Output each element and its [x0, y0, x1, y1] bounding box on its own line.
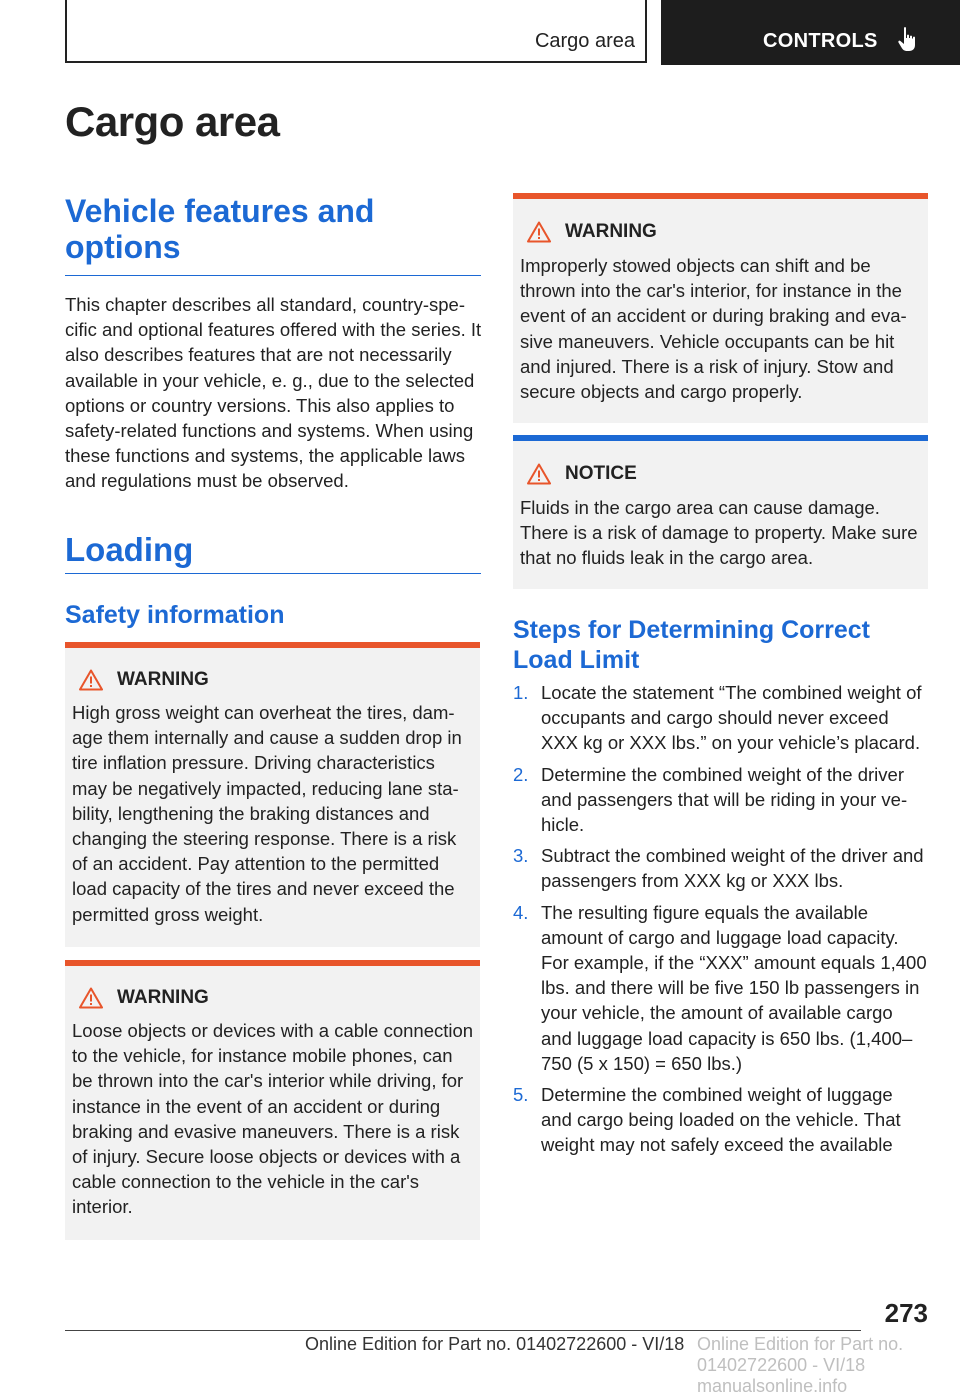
page-number: 273 [884, 1298, 928, 1328]
warning-bar [65, 960, 480, 966]
warning-bar [65, 642, 480, 648]
step-number: 2. [513, 763, 529, 785]
step-text: Determine the combined weight of the driver and passengers that will be riding in your vehicle. [541, 763, 908, 836]
footer-watermark: Online Edition for Part no. 01402722600 - VI/18 manualsonline.info [697, 1334, 904, 1396]
page-title: Cargo area [65, 98, 280, 145]
warning-text: Loose objects or devices with a cable connection to the vehicle, for instance mobile phones, can be thrown into the car's interior while driving, for instance in the event of an accident or during braking and evasive maneuvers. There is a risk of injury. Secure loose objects or devices with a cable connection to the vehicle in the car's interior. [72, 1020, 474, 1218]
warning-header [73, 669, 209, 691]
warning-box-loose-objects [65, 960, 480, 1240]
warning-header [521, 221, 657, 243]
list-item [513, 762, 928, 838]
notice-label: NOTICE [565, 463, 637, 484]
warning-label: WARNING [117, 669, 209, 690]
controls-tab-label: CONTROLS [763, 30, 878, 52]
steps-list [513, 680, 928, 1164]
step-number: 1. [513, 682, 529, 703]
step-text: Determine the combined weight of luggage and cargo being loaded on the vehicle. That weight may not safely exceed the available [541, 1084, 901, 1156]
notice-header [521, 463, 637, 485]
step-number: 3. [513, 845, 529, 867]
safety-info-heading: Safety information [65, 601, 285, 629]
notice-text: Fluids in the cargo area can cause damage. There is a risk of damage to property. Make sure that no fluids leak in the cargo area. [520, 497, 918, 569]
footer-divider [65, 1330, 861, 1331]
notice-bar [513, 435, 928, 441]
header-section-title: Cargo area [534, 30, 635, 52]
warning-triangle-icon [79, 669, 103, 691]
warning-triangle-icon [527, 221, 551, 243]
features-text: This chapter describes all standard, country-specific and optional features offered with the series. It also describes features that are not necessarily available in your vehicle, e. g., due to the selected options or country versions. This also applies to safety-related functions and systems. When using these functions and systems, the applicable laws and regulations must be observed. [65, 294, 482, 492]
step-number: 4. [513, 901, 529, 923]
warning-text: High gross weight can overheat the tires, damage them internally and cause a sudden drop in tire inflation pressure. Driving characteristics may be negatively impacted, reducing lane stability, lengthening the braking distances and changing the steering response. There is a risk of an accident. Pay attention to the permitted load capacity of the tires and never exceed the permitted gross weight. [72, 702, 462, 925]
controls-tab[interactable] [661, 0, 960, 65]
warning-header [73, 987, 209, 1009]
steps-heading: Steps for Determining Correct Load Limit [513, 616, 871, 674]
warning-bar [513, 193, 928, 199]
step-text: Locate the statement “The combined weight of occupants and cargo should never exceed XXX kg or XXX lbs.” on your vehicle’s placard. [541, 682, 922, 754]
warning-box-gross-weight [65, 642, 480, 947]
warning-triangle-icon [79, 987, 103, 1009]
warning-box-stowed-objects [513, 193, 928, 423]
list-item [513, 843, 928, 893]
warning-triangle-icon [527, 463, 551, 485]
warning-label: WARNING [565, 221, 657, 242]
header-frame [65, 0, 647, 63]
pointing-hand-icon [896, 26, 920, 54]
list-item [513, 900, 928, 1076]
step-number: 5. [513, 1084, 529, 1106]
list-item [513, 680, 928, 756]
warning-text: Improperly stowed objects can shift and be thrown into the car's interior, for instance in the event of an accident or during braking and evasive maneuvers. Vehicle occupants can be hit and injured. There is a risk of injury. Stow and secure objects and cargo properly. [520, 255, 907, 403]
loading-heading: Loading [65, 530, 481, 574]
warning-label: WARNING [117, 987, 209, 1008]
features-heading: Vehicle features and options [65, 193, 481, 276]
footer-edition: Online Edition for Part no. 01402722600 - VI/18 [305, 1334, 685, 1354]
step-text: The resulting figure equals the available amount of cargo and luggage load capacity. For example, if the “XXX” amount equals 1,400 lbs. and there will be five 150 lb passengers in your vehicle, the amount of available cargo and luggage load capacity is 650 lbs. (1,400–750 (5 x 150) = 650 lbs.) [541, 901, 927, 1074]
notice-box-fluids [513, 435, 928, 589]
step-text: Subtract the combined weight of the driver and passengers from XXX kg or XXX lbs. [541, 845, 924, 892]
list-item [513, 1082, 928, 1158]
